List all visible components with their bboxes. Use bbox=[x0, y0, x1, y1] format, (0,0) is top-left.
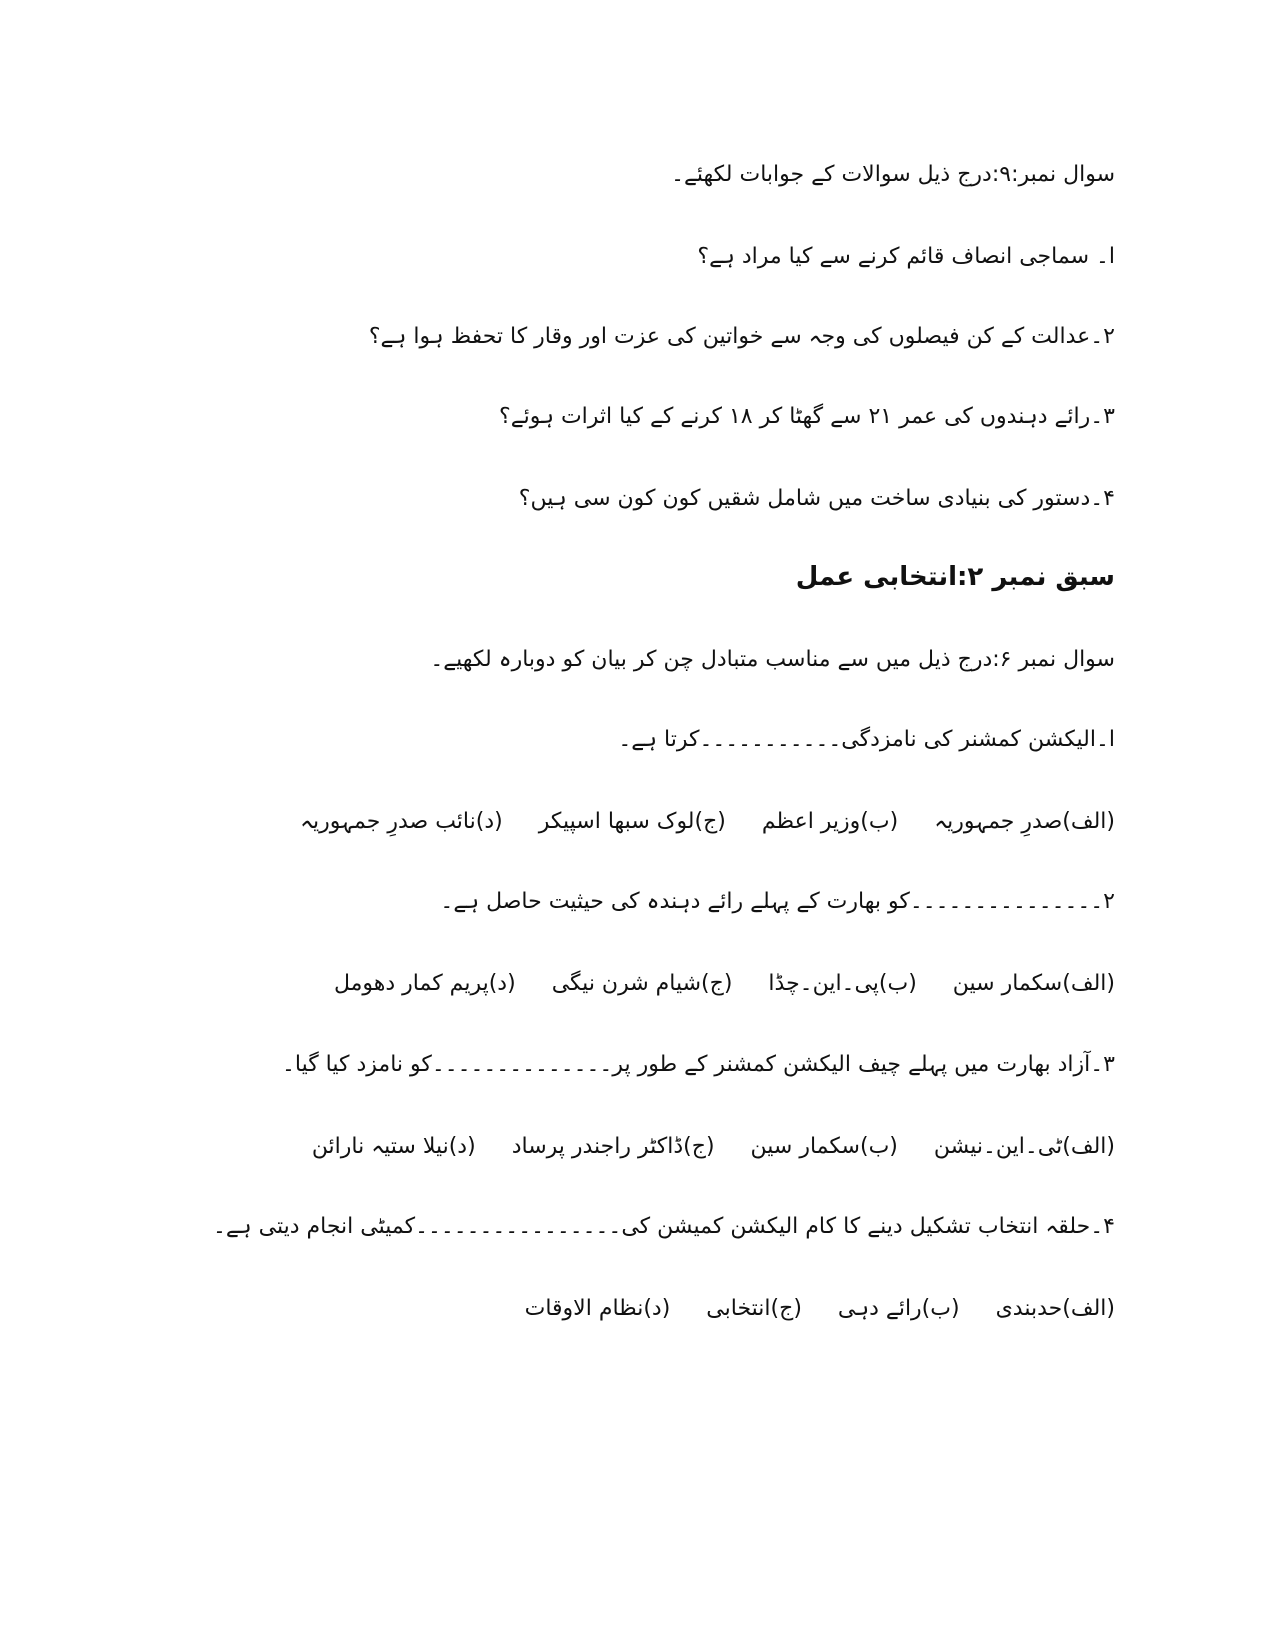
q6-question-2: ۲۔۔۔۔۔۔۔۔۔۔۔۔۔۔۔کو بھارت کے پہلے رائے دہندہ کی حیثیت حاصل ہے۔ bbox=[440, 889, 1115, 914]
option-be: (ب)رائے دہی bbox=[837, 1296, 960, 1321]
option-dal: (د)نظام الاوقات bbox=[524, 1296, 671, 1321]
option-be: (ب)وزیر اعظم bbox=[761, 809, 899, 834]
q6-options-1 bbox=[300, 805, 1115, 839]
q9-item-2: ۲۔عدالت کے کن فیصلوں کی وجہ سے خواتین کی عزت اور وقار کا تحفظ ہوا ہے؟ bbox=[368, 324, 1115, 349]
q9-item-1: ا۔ سماجی انصاف قائم کرنے سے کیا مراد ہے؟ bbox=[697, 244, 1115, 269]
q6-question-4: ۴۔حلقہ انتخاب تشکیل دینے کا کام الیکشن کمیشن کی۔۔۔۔۔۔۔۔۔۔۔۔۔۔۔۔کمیٹی انجام دیتی ہے۔ bbox=[212, 1214, 1115, 1239]
option-dal: (د)پریم کمار دھومل bbox=[333, 971, 516, 996]
q6-options-3 bbox=[312, 1130, 1115, 1164]
option-dal: (د)نیلا ستیہ نارائن bbox=[311, 1134, 476, 1159]
option-jeem: (ج)ڈاکٹر راجندر پرساد bbox=[511, 1134, 715, 1159]
option-alif: (الف)سکمار سین bbox=[952, 971, 1115, 996]
q6-question-1: ا۔الیکشن کمشنر کی نامزدگی۔۔۔۔۔۔۔۔۔۔۔کرتا ہے۔ bbox=[618, 727, 1115, 752]
q9-item-4: ۴۔دستور کی بنیادی ساخت میں شامل شقیں کون کون سی ہیں؟ bbox=[518, 486, 1115, 511]
option-alif: (الف)ٹی۔این۔نیشن bbox=[933, 1134, 1115, 1159]
option-be: (ب)پی۔این۔چڈا bbox=[768, 971, 917, 996]
option-alif: (الف)صدرِ جمہوریہ bbox=[934, 809, 1115, 834]
option-alif: (الف)حدبندی bbox=[995, 1296, 1115, 1321]
q9-item-3: ۳۔رائے دہندوں کی عمر ۲۱ سے گھٹا کر ۱۸ کرنے کے کیا اثرات ہوئے؟ bbox=[499, 404, 1115, 429]
q9-title: سوال نمبر:۹:درج ذیل سوالات کے جوابات لکھئے۔ bbox=[671, 162, 1115, 187]
option-dal: (د)نائب صدرِ جمہوریہ bbox=[300, 809, 503, 834]
q6-options-4 bbox=[525, 1292, 1115, 1326]
q6-question-3: ۳۔آزاد بھارت میں پہلے چیف الیکشن کمشنر کے طور پر۔۔۔۔۔۔۔۔۔۔۔۔۔۔کو نامزد کیا گیا۔ bbox=[281, 1052, 1115, 1077]
q6-options-2 bbox=[334, 967, 1115, 1001]
lesson-heading: سبق نمبر ۲:انتخابی عمل bbox=[795, 562, 1115, 592]
option-jeem: (ج)شیام شرن نیگی bbox=[551, 971, 733, 996]
option-be: (ب)سکمار سین bbox=[750, 1134, 898, 1159]
option-jeem: (ج)انتخابی bbox=[706, 1296, 802, 1321]
option-jeem: (ج)لوک سبھا اسپیکر bbox=[538, 809, 726, 834]
q6-title: سوال نمبر ۶:درج ذیل میں سے مناسب متبادل چن کر بیان کو دوبارہ لکھیے۔ bbox=[430, 647, 1115, 672]
